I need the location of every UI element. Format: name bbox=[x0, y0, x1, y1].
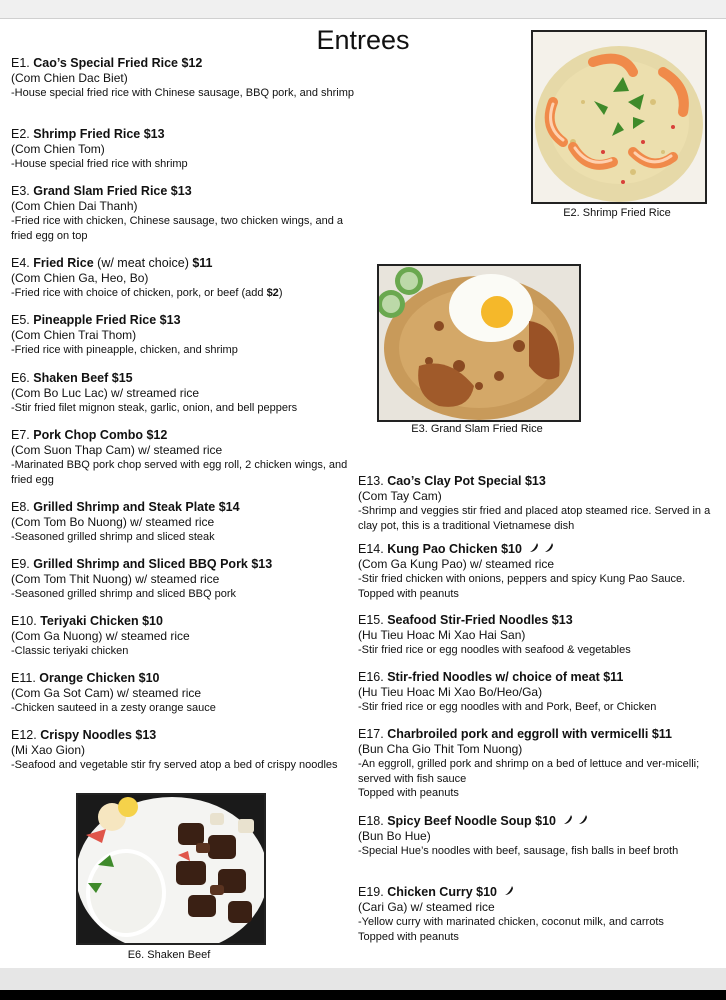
grand-slam-fried-rice-photo bbox=[377, 264, 581, 422]
menu-item-e13: E13. Cao’s Clay Pot Special $13 (Com Tay Cam) -Shrimp and veggies stir fried and placed atop steamed rice. Served in a clay pot, this is a traditional Vietnamese dish bbox=[358, 474, 711, 532]
menu-item-e17: E17. Charbroiled pork and eggroll with vermicelli $11 (Bun Cha Gio Thit Tom Nuong) -An eggroll, grilled pork and shrimp on a bed of lettuce and ver-micelli; served with fish sauce Topped with peanuts bbox=[358, 727, 700, 799]
chili-pepper-icon bbox=[528, 542, 540, 554]
menu-item-e18: E18. Spicy Beef Noodle Soup $10 (Bun Bo Hue) -Special Hue’s noodles with beef, sausage, fish balls in beef broth bbox=[358, 814, 679, 857]
chili-pepper-icon bbox=[543, 542, 555, 554]
menu-item-e6: E6. Shaken Beef $15 (Com Bo Luc Lac) w/ streamed rice -Stir fried filet mignon steak, garlic, onion, and bell peppers bbox=[11, 371, 298, 414]
chili-pepper-icon bbox=[562, 814, 574, 826]
menu-item-e2: E2. Shrimp Fried Rice $13 (Com Chien Tom) -House special fried rice with shrimp bbox=[11, 127, 188, 170]
menu-item-e15: E15. Seafood Stir-Fried Noodles $13 (Hu Tieu Hoac Mi Xao Hai San) -Stir fried rice or egg noodles with seafood & vegetables bbox=[358, 613, 631, 656]
menu-item-e11: E11. Orange Chicken $10 (Com Ga Sot Cam) w/ steamed rice -Chicken sauteed in a zesty orange sauce bbox=[11, 671, 216, 714]
menu-item-e4: E4. Fried Rice (w/ meat choice) $11 (Com Chien Ga, Heo, Bo) -Fried rice with choice of chicken, pork, or beef (add $2) bbox=[11, 256, 283, 299]
menu-page bbox=[0, 19, 726, 968]
top-bar bbox=[0, 0, 726, 19]
shrimp-fried-rice-caption: E2. Shrimp Fried Rice bbox=[563, 207, 671, 219]
chili-pepper-icon bbox=[577, 814, 589, 826]
menu-item-e9: E9. Grilled Shrimp and Sliced BBQ Pork $13 (Com Tom Thit Nuong) w/ steamed rice -Seasoned grilled shrimp and sliced BBQ pork bbox=[11, 557, 273, 600]
menu-item-e19: E19. Chicken Curry $10 (Cari Ga) w/ steamed rice -Yellow curry with marinated chicken, coconut milk, and carrots Topped with peanuts bbox=[358, 885, 664, 943]
shrimp-fried-rice-photo bbox=[531, 30, 707, 204]
menu-item-e7: E7. Pork Chop Combo $12 (Com Suon Thap Cam) w/ steamed rice -Marinated BBQ pork chop served with egg roll, 2 chicken wings, and fried egg bbox=[11, 428, 348, 486]
bottom-bar bbox=[0, 990, 726, 1000]
menu-item-e12: E12. Crispy Noodles $13 (Mi Xao Gion) -Seafood and vegetable stir fry served atop a bed of crispy noodles bbox=[11, 728, 338, 771]
menu-item-e5: E5. Pineapple Fried Rice $13 (Com Chien Trai Thom) -Fried rice with pineapple, chicken, and shrimp bbox=[11, 313, 238, 356]
page-title: Entrees bbox=[316, 25, 410, 55]
menu-item-e10: E10. Teriyaki Chicken $10 (Com Ga Nuong) w/ steamed rice -Classic teriyaki chicken bbox=[11, 614, 190, 657]
menu-item-e8: E8. Grilled Shrimp and Steak Plate $14 (Com Tom Bo Nuong) w/ steamed rice -Seasoned grilled shrimp and sliced steak bbox=[11, 500, 240, 543]
menu-item-e14: E14. Kung Pao Chicken $10 (Com Ga Kung Pao) w/ steamed rice -Stir fried chicken with onions, peppers and spicy Kung Pao Sauce. Topped with peanuts bbox=[358, 542, 686, 600]
menu-item-e1: E1. Cao’s Special Fried Rice $12 (Com Chien Dac Biet) -House special fried rice with Chinese sausage, BBQ pork, and shrimp bbox=[11, 56, 354, 99]
menu-item-e3: E3. Grand Slam Fried Rice $13 (Com Chien Dai Thanh) -Fried rice with chicken, Chinese sausage, two chicken wings, and a fried egg on top bbox=[11, 184, 343, 242]
menu-item-e16: E16. Stir-fried Noodles w/ choice of meat $11 (Hu Tieu Hoac Mi Xao Bo/Heo/Ga) -Stir fried rice or egg noodles with and Pork, Beef, or Chicken bbox=[358, 670, 657, 713]
shaken-beef-caption: E6. Shaken Beef bbox=[127, 949, 211, 961]
grand-slam-fried-rice-caption: E3. Grand Slam Fried Rice bbox=[411, 423, 543, 435]
shaken-beef-photo bbox=[76, 793, 266, 945]
bottom-band bbox=[0, 968, 726, 990]
chili-pepper-icon bbox=[503, 885, 515, 897]
